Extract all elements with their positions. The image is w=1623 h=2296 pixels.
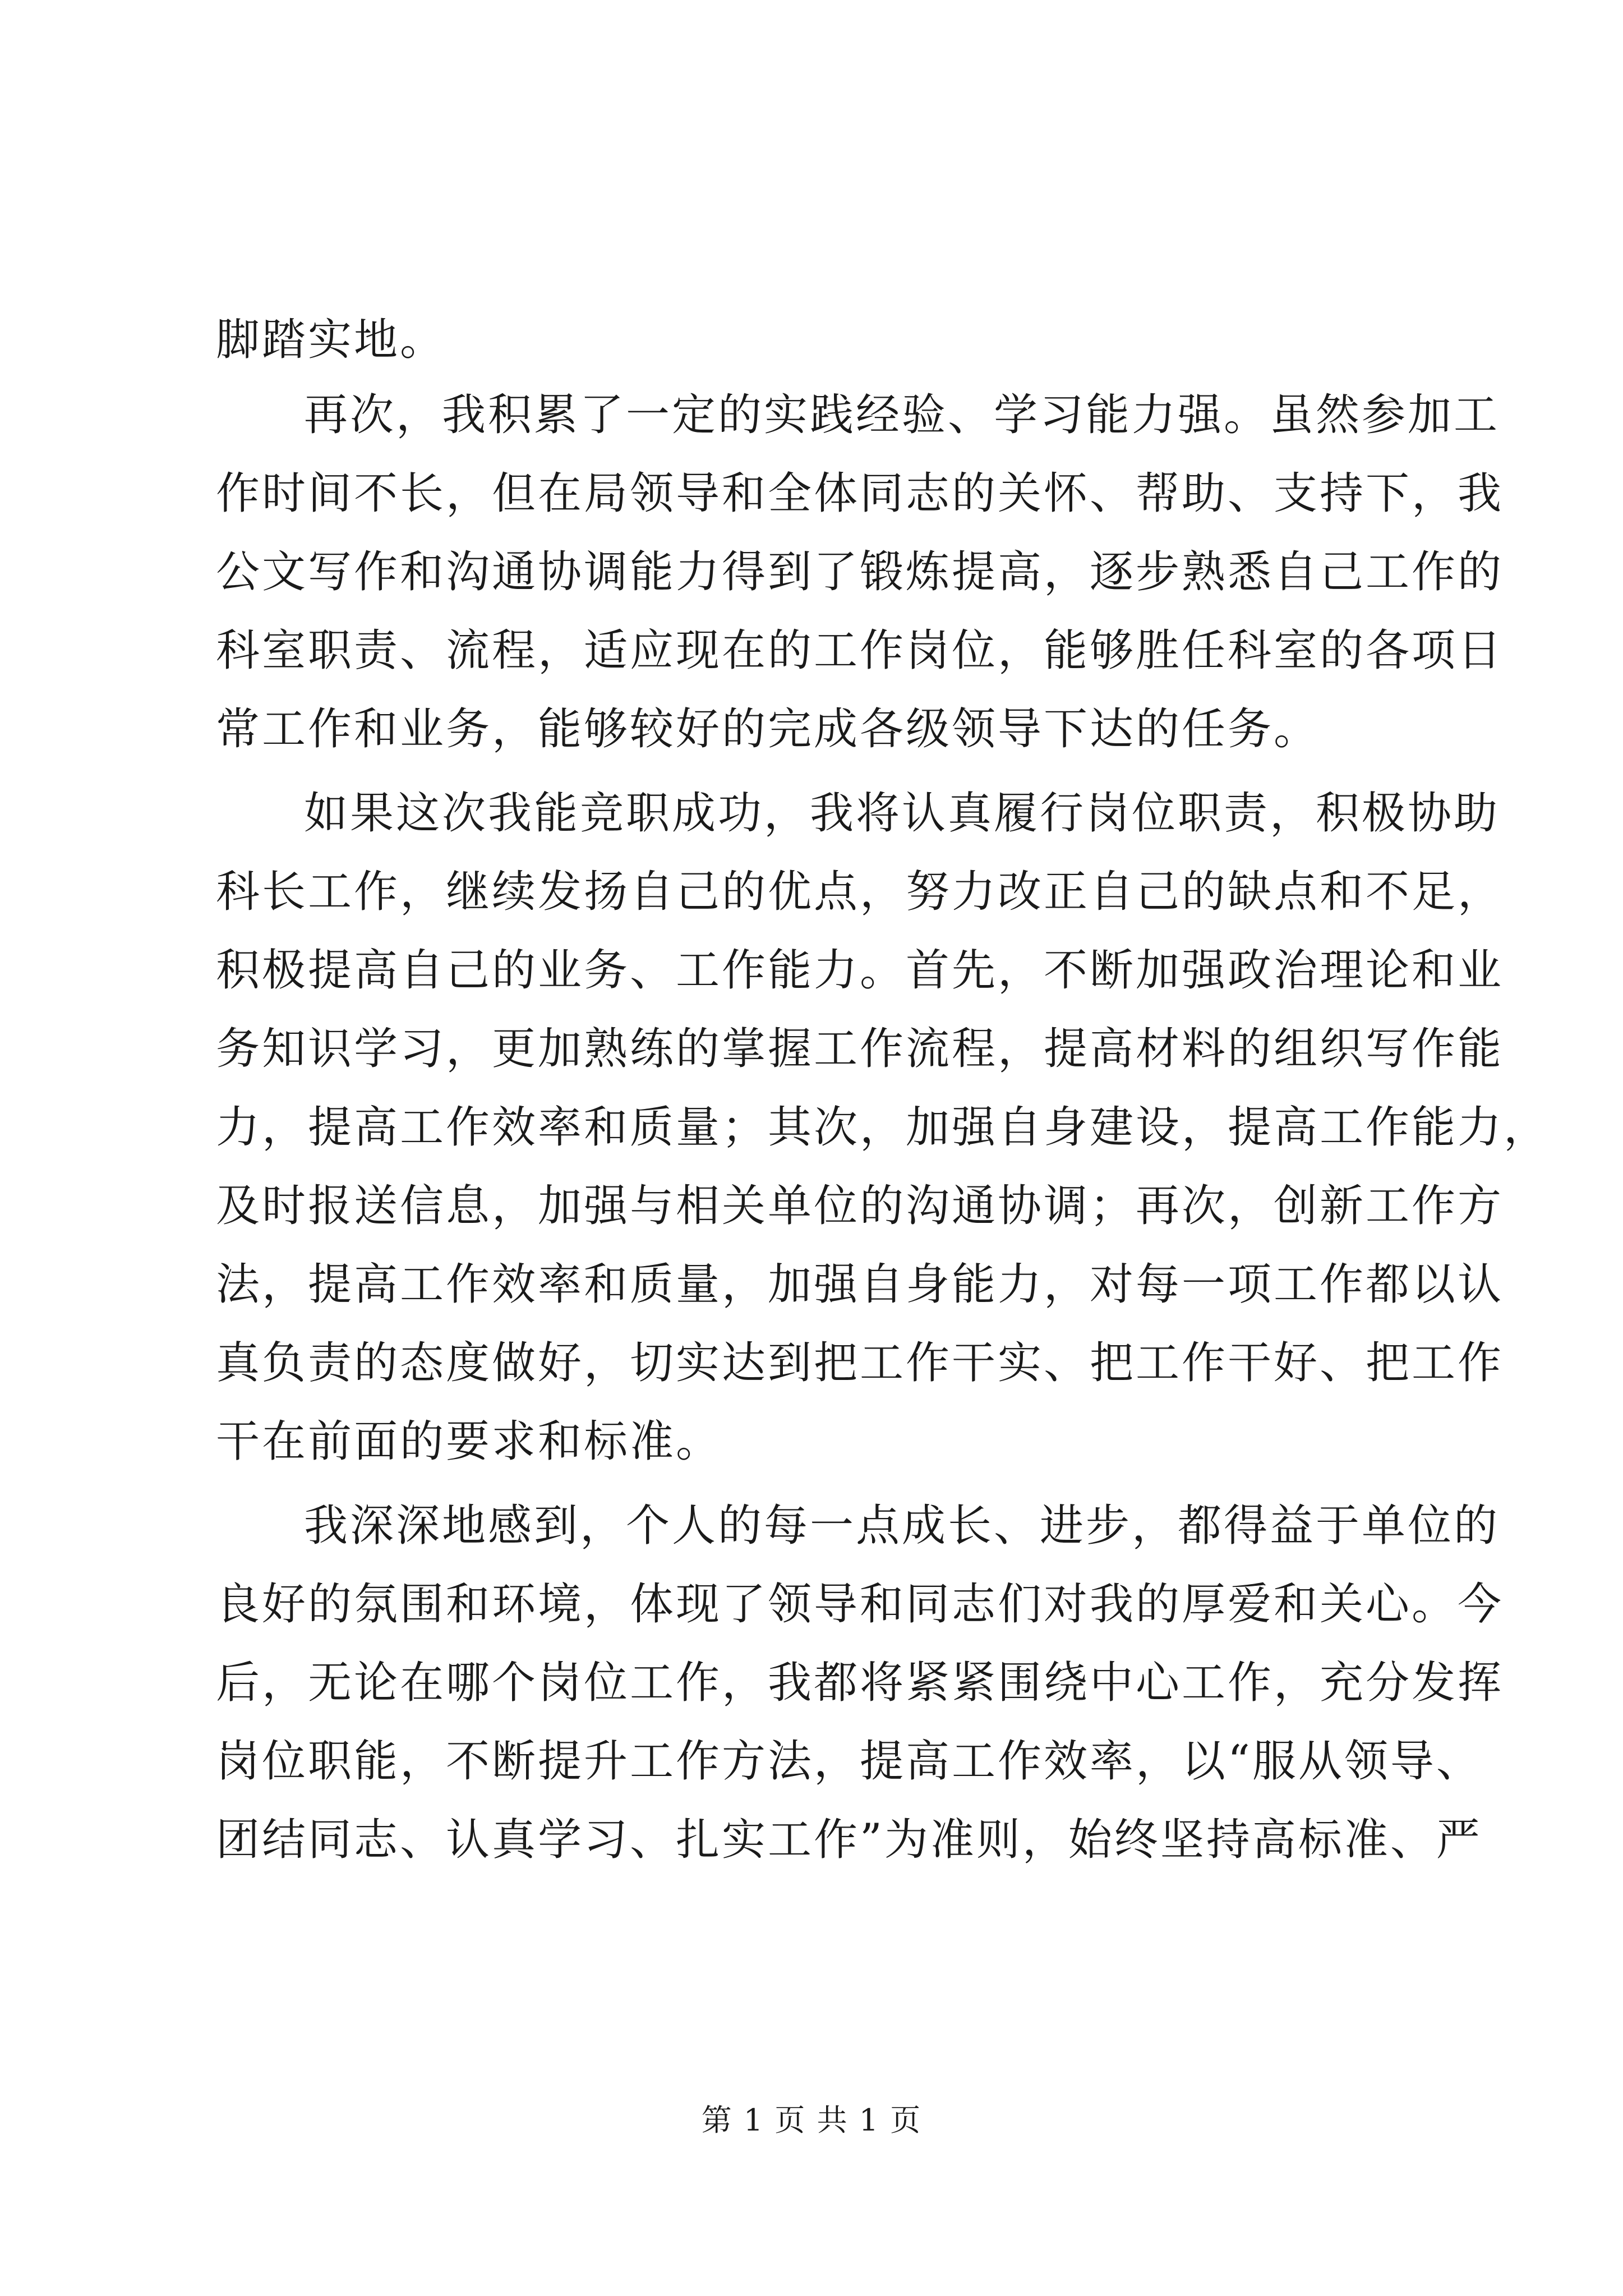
text-line: 法，提高工作效率和质量，加强自身能力，对每一项工作都以认 [216,1259,1504,1310]
text-line: 后，无论在哪个岗位工作，我都将紧紧围绕中心工作，充分发挥 [216,1658,1504,1708]
paragraph-first-line: 再次，我积累了一定的实践经验、学习能力强。虽然参加工 [304,390,1500,440]
text-line: 及时报送信息，加强与相关单位的沟通协调；再次，创新工作方 [216,1181,1504,1231]
text-line: 力，提高工作效率和质量；其次，加强自身建设，提高工作能力， [216,1102,1550,1153]
text-line: 团结同志、认真学习、扎实工作”为准则，始终坚持高标准、严 [216,1815,1482,1865]
text-line: 公文写作和沟通协调能力得到了锻炼提高，逐步熟悉自己工作的 [216,547,1504,597]
text-line: 岗位职能，不断提升工作方法，提高工作效率，以“服从领导、 [216,1736,1482,1787]
text-line: 真负责的态度做好，切实达到把工作干实、把工作干好、把工作 [216,1338,1504,1388]
text-line: 务知识学习，更加熟练的掌握工作流程，提高材料的组织写作能 [216,1024,1504,1074]
text-line: 良好的氛围和环境，体现了领导和同志们对我的厚爱和关心。今 [216,1579,1504,1630]
text-line: 科长工作，继续发扬自己的优点，努力改正自己的缺点和不足， [216,867,1504,917]
text-line: 作时间不长，但在局领导和全体同志的关怀、帮助、支持下，我 [216,468,1504,519]
paragraph-first-line: 我深深地感到，个人的每一点成长、进步，都得益于单位的 [304,1501,1500,1551]
paragraph-first-line: 如果这次我能竞职成功，我将认真履行岗位职责，积极协助 [304,788,1500,839]
page-footer: 第 1 页 共 1 页 [701,2102,922,2138]
text-line: 干在前面的要求和标准。 [216,1416,722,1467]
text-line: 脚踏实地。 [216,315,446,365]
text-line: 科室职责、流程，适应现在的工作岗位，能够胜任科室的各项日 [216,625,1504,676]
text-line: 积极提高自己的业务、工作能力。首先，不断加强政治理论和业 [216,945,1504,996]
text-line: 常工作和业务，能够较好的完成各级领导下达的任务。 [216,704,1320,754]
